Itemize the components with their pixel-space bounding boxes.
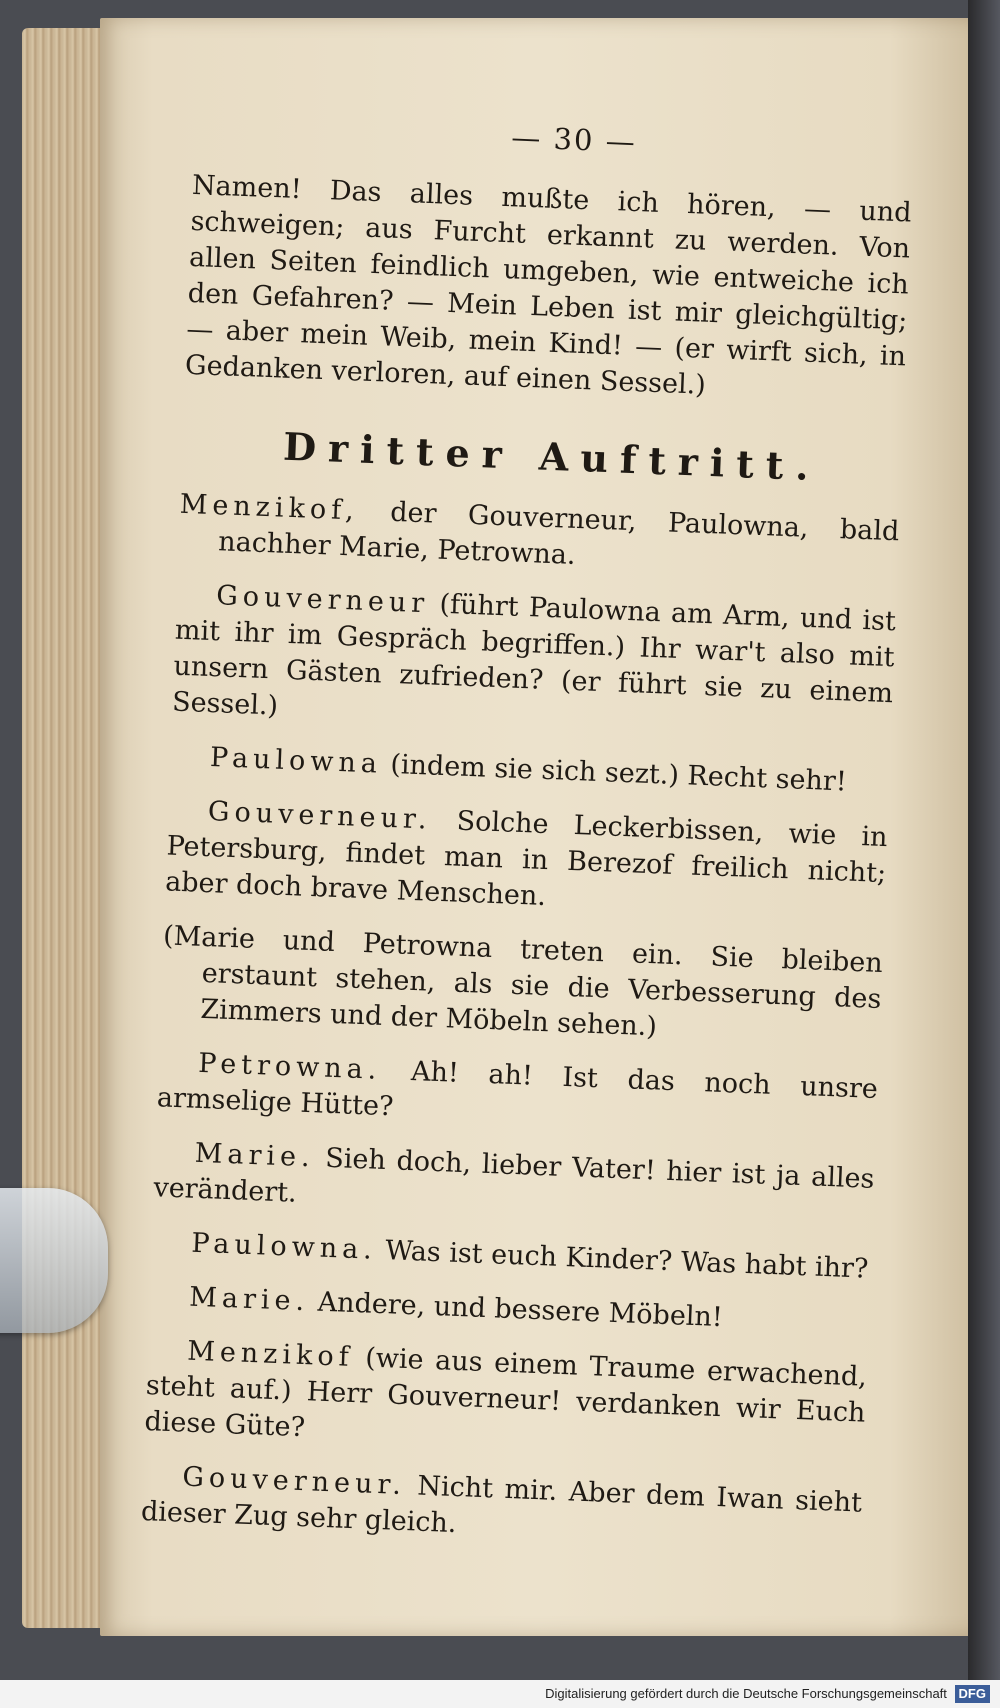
speaker-name: Paulowna. [190, 1227, 378, 1266]
speaker-name: Gouverneur. [181, 1461, 407, 1502]
dialogue-text: (führt Paulowna am Arm, und ist mit ihr im Gespräch begriffen.) Ihr war't also mit unsern Gästen zufrieden? (er führt sie zu einem Sessel.) [171, 588, 897, 722]
footer-credit: Digitalisierung gefördert durch die Deutsche Forschungsgemeinschaft [545, 1686, 947, 1701]
speaker-name: Menzikof [186, 1335, 355, 1373]
speaker-name: Paulowna [209, 742, 383, 780]
speaker-name: Marie. [194, 1137, 316, 1174]
scan-gutter [968, 0, 1000, 1708]
opening-paragraph: Namen! Das alles mußte ich hören, — und schweigen; aus Furcht erkannt zu werden. Von allen Seiten feindlich umgeben, wie entweiche ich den Gefahren? — Mein Leben ist mir gleichgültig; — aber mein Weib, mein Kind! — (er wirft sich, in Gedanken verloren, auf einen Sessel.) [184, 169, 913, 401]
page-text [140, 108, 915, 1576]
dialogue-line [149, 1278, 870, 1342]
dialogue-line [151, 1224, 872, 1288]
speaker-name: Gouverneur. [207, 796, 433, 836]
digitization-footer [0, 1680, 1000, 1708]
speaker-name: Menzikof, [179, 488, 360, 527]
dialogue-text: (indem sie sich sezt.) Recht sehr! [389, 748, 848, 798]
book-page-edges [22, 28, 112, 1628]
dialogue-text: Sieh doch, lieber Vater! hier ist ja alles verändert. [152, 1142, 875, 1209]
dialogue-text: Andere, und bessere Möbeln! [317, 1286, 724, 1334]
page-clip [0, 1188, 108, 1333]
stage-direction: (Marie und Petrowna treten ein. Sie bleiben erstaunt stehen, als sie die Verbesserung des Zimmers und der Möbeln sehen.) [162, 920, 884, 1043]
scene-heading: Dritter Auftritt. [282, 423, 822, 490]
cast-text: der Gouverneur, Paulowna, bald nachher Marie, Petrowna. [217, 496, 900, 571]
speaker-name: Marie. [188, 1281, 310, 1318]
page-number: — 30 — [510, 120, 638, 159]
dialogue-line [140, 1458, 862, 1558]
dialogue-line [153, 1134, 875, 1234]
speaker-name: Gouverneur [215, 580, 430, 620]
speaker-name: Petrowna. [197, 1047, 382, 1086]
dialogue-line [144, 1332, 868, 1468]
dfg-logo: DFG [955, 1685, 990, 1703]
dialogue-text: Solche Leckerbissen, wie in Petersburg, findet man in Berezof freilich nicht; aber doch brave Menschen. [164, 805, 889, 913]
dialogue-line [169, 739, 890, 803]
dialogue-text: (wie aus einem Traume erwachend, steht auf.) Herr Gouverneur! verdanken wir Euch diese Güte? [143, 1342, 868, 1444]
dialogue-line [156, 1044, 878, 1144]
dialogue-text: Was ist euch Kinder? Was habt ihr? [384, 1235, 869, 1285]
dialogue-line [165, 792, 889, 928]
cast-line [178, 487, 900, 587]
dialogue-line [171, 577, 896, 749]
dialogue-text: Nicht mir. Aber dem Iwan sieht dieser Zug sehr gleich. [140, 1470, 863, 1540]
dialogue-text: Ah! ah! Ist das noch unsre armselige Hütte? [156, 1056, 879, 1123]
